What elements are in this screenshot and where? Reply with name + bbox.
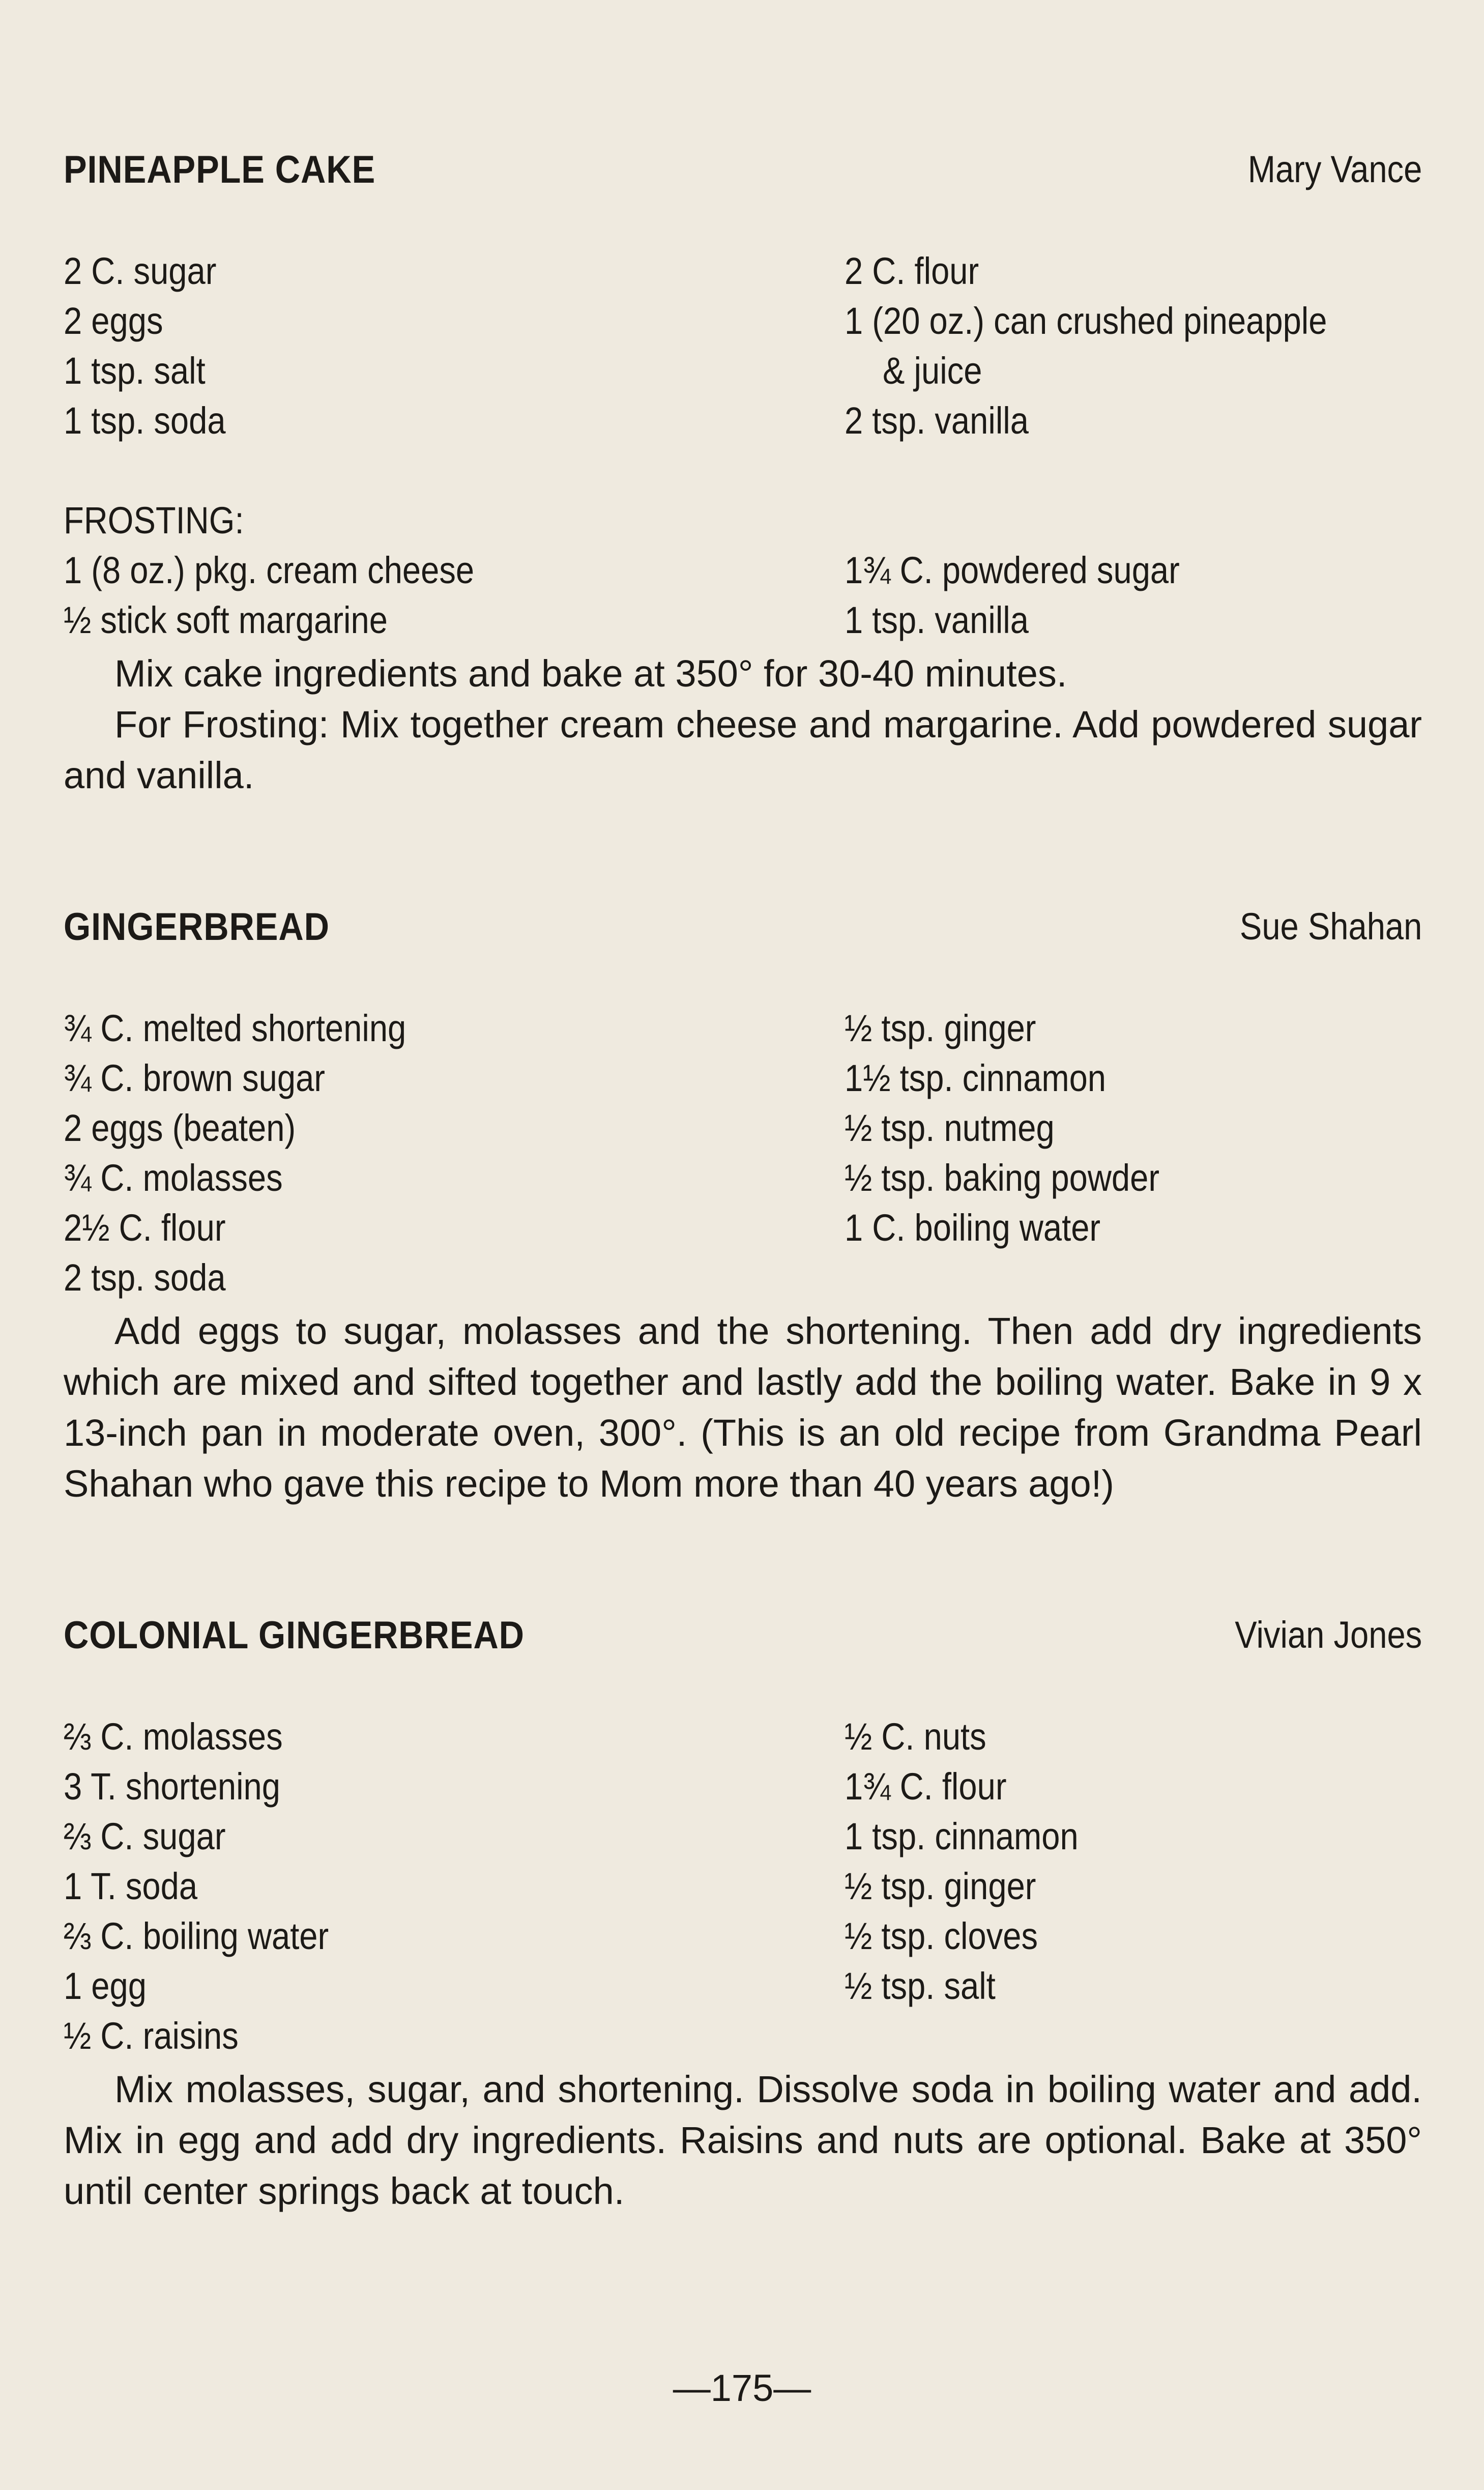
ingredient-row: [64, 1865, 1422, 1914]
recipe-author: Vivian Jones: [1234, 1614, 1422, 1656]
ingredient: 3 T. shortening: [64, 1765, 280, 1808]
ingredient: 1 T. soda: [64, 1865, 198, 1907]
ingredient-row: [64, 1815, 1422, 1865]
ingredient: ½ tsp. nutmeg: [845, 1107, 1055, 1149]
ingredient: ½ stick soft margarine: [64, 599, 388, 641]
recipe-header: [64, 1613, 1422, 1669]
ingredient-list: [64, 1007, 1422, 1306]
ingredient: 1 (8 oz.) pkg. cream cheese: [64, 549, 475, 591]
recipe-header: [64, 905, 1422, 961]
directions-paragraph: Add eggs to sugar, molasses and the shortening. Then add dry ingredients which are mixed and sifted together and lastly add the boiling water. Bake in 9 x 13-inch pan in moderate oven, 300°. (This is an old recipe from Grandma Pearl Shahan who gave this recipe to Mom more than 40 years ago!): [64, 1310, 1422, 1505]
ingredient-row: [64, 349, 1422, 399]
directions-paragraph: Mix cake ingredients and bake at 350° for 30-40 minutes.: [114, 652, 1067, 695]
ingredient: ⅔ C. molasses: [64, 1715, 283, 1758]
recipe-title: GINGERBREAD: [64, 905, 330, 949]
ingredient-row: [64, 1914, 1422, 1964]
ingredient: ½ C. nuts: [845, 1715, 986, 1758]
ingredient-row: [64, 249, 1422, 299]
frosting-list: [64, 549, 1422, 648]
ingredient: 1 tsp. vanilla: [845, 599, 1029, 641]
ingredient: 2 tsp. soda: [64, 1256, 226, 1299]
ingredient: ¾ C. melted shortening: [64, 1007, 406, 1049]
ingredient: 1½ tsp. cinnamon: [845, 1057, 1107, 1099]
recipe-header: [64, 148, 1422, 204]
recipe-author: Sue Shahan: [1239, 905, 1422, 948]
ingredient-row: [64, 1715, 1422, 1765]
ingredient: ½ tsp. baking powder: [845, 1157, 1160, 1199]
ingredient-row: [64, 1206, 1422, 1256]
page-number: —175—: [673, 2367, 811, 2409]
directions-paragraph: Mix molasses, sugar, and shortening. Dissolve soda in boiling water and add. Mix in egg and add dry ingredients. Raisins and nuts are optional. Bake at 350° until center springs back at touch.: [64, 2068, 1422, 2212]
ingredient-row: [64, 1007, 1422, 1056]
recipe-title: PINEAPPLE CAKE: [64, 148, 376, 191]
ingredient-list: [64, 249, 1422, 449]
ingredient: 2½ C. flour: [64, 1207, 226, 1249]
ingredient: & juice: [883, 350, 982, 392]
recipe-author: Mary Vance: [1247, 148, 1422, 190]
ingredient-row: [64, 598, 1422, 648]
ingredient: ⅔ C. boiling water: [64, 1915, 329, 1957]
ingredient-row: [64, 1964, 1422, 2014]
ingredient-row: [64, 1156, 1422, 1206]
directions-paragraph: For Frosting: Mix together cream cheese and margarine. Add powdered sugar and vanilla.: [64, 703, 1422, 796]
recipe-gingerbread: [64, 905, 1422, 1509]
ingredient: ½ tsp. salt: [845, 1965, 996, 2007]
ingredient-row: [64, 399, 1422, 449]
ingredient: ½ tsp. cloves: [845, 1915, 1038, 1957]
recipe-title: COLONIAL GINGERBREAD: [64, 1614, 525, 1657]
ingredient-row: [64, 1106, 1422, 1156]
ingredient: 1¾ C. flour: [845, 1765, 1007, 1808]
ingredient: 1 tsp. salt: [64, 350, 206, 392]
ingredient-row: [64, 1256, 1422, 1306]
ingredient-row: [64, 299, 1422, 349]
ingredient: 1 tsp. soda: [64, 399, 226, 442]
ingredient-row: [64, 549, 1422, 598]
ingredient: 2 C. sugar: [64, 250, 217, 292]
ingredient: 2 eggs: [64, 300, 163, 342]
ingredient: ¾ C. brown sugar: [64, 1057, 325, 1099]
ingredient-row: [64, 1056, 1422, 1106]
recipe-colonial-gingerbread: [64, 1613, 1422, 2217]
ingredient: 1 C. boiling water: [845, 1207, 1101, 1249]
ingredient: 1¾ C. powdered sugar: [845, 549, 1180, 591]
recipe-pineapple-cake: [64, 148, 1422, 801]
ingredient: 1 egg: [64, 1965, 147, 2007]
ingredient: ½ tsp. ginger: [845, 1865, 1036, 1907]
ingredient-list: [64, 1715, 1422, 2064]
ingredient-row: [64, 2014, 1422, 2064]
ingredient: 1 tsp. cinnamon: [845, 1815, 1079, 1857]
ingredient: ½ tsp. ginger: [845, 1007, 1036, 1049]
ingredient: ½ C. raisins: [64, 2015, 239, 2057]
ingredient: ⅔ C. sugar: [64, 1815, 226, 1857]
ingredient: 2 C. flour: [845, 250, 979, 292]
ingredient: 2 eggs (beaten): [64, 1107, 296, 1149]
ingredient: ¾ C. molasses: [64, 1157, 283, 1199]
ingredient: 2 tsp. vanilla: [845, 399, 1029, 442]
ingredient: 1 (20 oz.) can crushed pineapple: [845, 300, 1327, 342]
frosting-heading: FROSTING:: [64, 499, 244, 541]
ingredient-row: [64, 1765, 1422, 1815]
